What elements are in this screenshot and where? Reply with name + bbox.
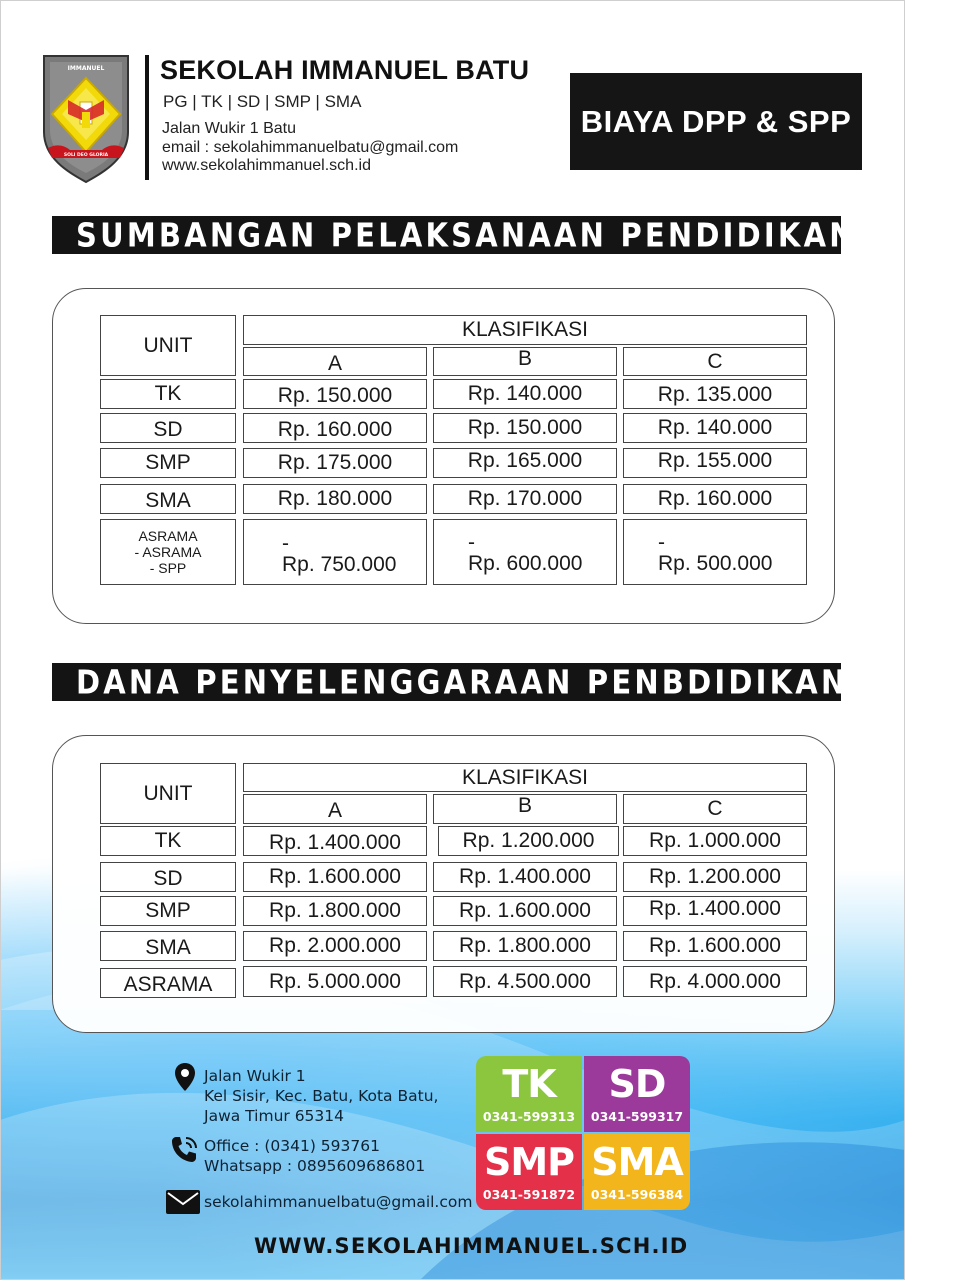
tile-tk-phone: 0341-599313: [482, 1109, 576, 1124]
dpp-unit-header: UNIT: [100, 763, 236, 824]
footer-phones: [204, 1136, 425, 1176]
spp-smp-b: Rp. 165.000: [433, 448, 617, 478]
spp-unit-sd: SD: [100, 413, 236, 443]
spp-asrama-c-dash: -: [658, 531, 665, 554]
spp-asrama-a-value: Rp. 750.000: [282, 553, 397, 576]
spp-sma-a: Rp. 180.000: [243, 484, 427, 514]
dpp-banner: [52, 662, 971, 702]
dpp-sma-c: Rp. 1.600.000: [623, 931, 807, 961]
spp-asrama-b: [433, 519, 617, 585]
footer-whatsapp[interactable]: Whatsapp : 0895609686801: [204, 1157, 426, 1175]
spp-asrama-b-value: Rp. 600.000: [468, 552, 583, 575]
dpp-unit-smp: SMP: [100, 896, 236, 926]
page-title: BIAYA DPP & SPP: [570, 73, 862, 170]
school-logo-icon: [40, 52, 132, 184]
dpp-asrama-c: Rp. 4.000.000: [623, 966, 807, 997]
spp-unit-sma: SMA: [100, 484, 236, 514]
spp-asrama-line-1: ASRAMA: [138, 528, 198, 544]
logo-ribbon-text: SOLI DEO GLORIA: [63, 153, 109, 158]
spp-asrama-a-dash: -: [282, 532, 289, 555]
dpp-sd-b: Rp. 1.400.000: [433, 862, 617, 892]
spp-asrama-c: [623, 519, 807, 585]
spp-sma-b: Rp. 170.000: [433, 484, 617, 514]
dpp-tk-c: Rp. 1.000.000: [623, 826, 807, 856]
spp-smp-c: Rp. 155.000: [623, 448, 807, 478]
footer-address-line-1: Jalan Wukir 1: [204, 1067, 306, 1085]
dpp-unit-sd: SD: [100, 862, 236, 892]
tile-tk-name: TK: [502, 1062, 556, 1106]
logo-text: IMMANUEL: [67, 65, 105, 72]
footer-address: [204, 1066, 438, 1126]
tile-sd-name: SD: [608, 1062, 666, 1106]
tile-smp-phone: 0341-591872: [482, 1187, 576, 1202]
spp-sd-c: Rp. 140.000: [623, 413, 807, 443]
tile-sd-phone: 0341-599317: [590, 1109, 684, 1124]
tile-sma-name: SMA: [591, 1140, 683, 1184]
school-levels: PG | TK | SD | SMP | SMA: [163, 92, 362, 111]
dpp-sma-a: Rp. 2.000.000: [243, 931, 427, 961]
spp-sd-b: Rp. 150.000: [433, 413, 617, 443]
spp-sma-c: Rp. 160.000: [623, 484, 807, 514]
dpp-banner-text: DANA PENYELENGGARAAN PENBDIDIKAN (DPP): [76, 662, 971, 702]
dpp-sma-b: Rp. 1.800.000: [433, 931, 617, 961]
header-address: Jalan Wukir 1 Batu: [162, 120, 296, 137]
tile-sd: [584, 1056, 690, 1132]
spp-asrama-b-dash: -: [468, 531, 475, 554]
dpp-sd-c: Rp. 1.200.000: [623, 862, 807, 892]
spp-class-b-header: B: [433, 347, 617, 376]
spp-smp-a: Rp. 175.000: [243, 448, 427, 478]
dpp-tk-a: Rp. 1.400.000: [243, 826, 427, 856]
spp-klasifikasi-header: KLASIFIKASI: [243, 315, 807, 345]
dpp-tk-b: Rp. 1.200.000: [438, 826, 619, 856]
dpp-smp-b: Rp. 1.600.000: [433, 896, 617, 926]
spp-class-a-header: A: [243, 347, 427, 376]
tile-sma: [584, 1134, 690, 1210]
dpp-unit-asrama: ASRAMA: [100, 968, 236, 998]
tile-smp: [476, 1134, 582, 1210]
dpp-smp-c: Rp. 1.400.000: [623, 896, 807, 926]
phone-icon: [168, 1134, 200, 1166]
footer-office[interactable]: Office : (0341) 593761: [204, 1137, 380, 1155]
spp-tk-b: Rp. 140.000: [433, 379, 617, 409]
spp-unit-smp: SMP: [100, 448, 236, 478]
footer-email[interactable]: sekolahimmanuelbatu@gmail.com: [204, 1193, 473, 1211]
footer-website[interactable]: WWW.SEKOLAHIMMANUEL.SCH.ID: [254, 1234, 689, 1258]
spp-unit-header: UNIT: [100, 315, 236, 376]
tile-smp-name: SMP: [483, 1140, 575, 1184]
header-email[interactable]: email : sekolahimmanuelbatu@gmail.com: [162, 139, 459, 156]
footer-address-line-2: Kel Sisir, Kec. Batu, Kota Batu,: [204, 1087, 439, 1105]
spp-unit-asrama: [100, 519, 236, 585]
dpp-klasifikasi-header: KLASIFIKASI: [243, 763, 807, 792]
spp-tk-a: Rp. 150.000: [243, 379, 427, 409]
spp-asrama-line-3: - SPP: [149, 560, 187, 576]
spp-banner-text: SUMBANGAN PELAKSANAAN PENDIDIKAN (SPP): [76, 215, 976, 255]
dpp-asrama-b: Rp. 4.500.000: [433, 966, 617, 997]
spp-sd-a: Rp. 160.000: [243, 413, 427, 443]
dpp-asrama-a: Rp. 5.000.000: [243, 966, 427, 997]
header-divider: [145, 55, 149, 180]
tile-sma-phone: 0341-596384: [590, 1187, 684, 1202]
spp-asrama-a: [243, 519, 427, 585]
tile-tk: [476, 1056, 582, 1132]
spp-asrama-line-2: - ASRAMA: [134, 544, 202, 560]
dpp-unit-tk: TK: [100, 826, 236, 856]
spp-class-c-header: C: [623, 347, 807, 376]
dpp-smp-a: Rp. 1.800.000: [243, 896, 427, 926]
spp-unit-tk: TK: [100, 379, 236, 409]
school-name: SEKOLAH IMMANUEL BATU: [160, 55, 530, 85]
dpp-sd-a: Rp. 1.600.000: [243, 862, 427, 892]
location-pin-icon: [174, 1062, 196, 1092]
spp-banner: [52, 215, 976, 255]
dpp-class-a-header: A: [243, 794, 427, 824]
dpp-class-c-header: C: [623, 794, 807, 824]
envelope-icon: [165, 1189, 201, 1215]
spp-tk-c: Rp. 135.000: [623, 379, 807, 409]
dpp-class-b-header: B: [433, 794, 617, 824]
dpp-unit-sma: SMA: [100, 931, 236, 961]
header-website[interactable]: www.sekolahimmanuel.sch.id: [162, 157, 371, 174]
spp-asrama-c-value: Rp. 500.000: [658, 552, 773, 575]
footer-address-line-3: Jawa Timur 65314: [204, 1107, 344, 1125]
